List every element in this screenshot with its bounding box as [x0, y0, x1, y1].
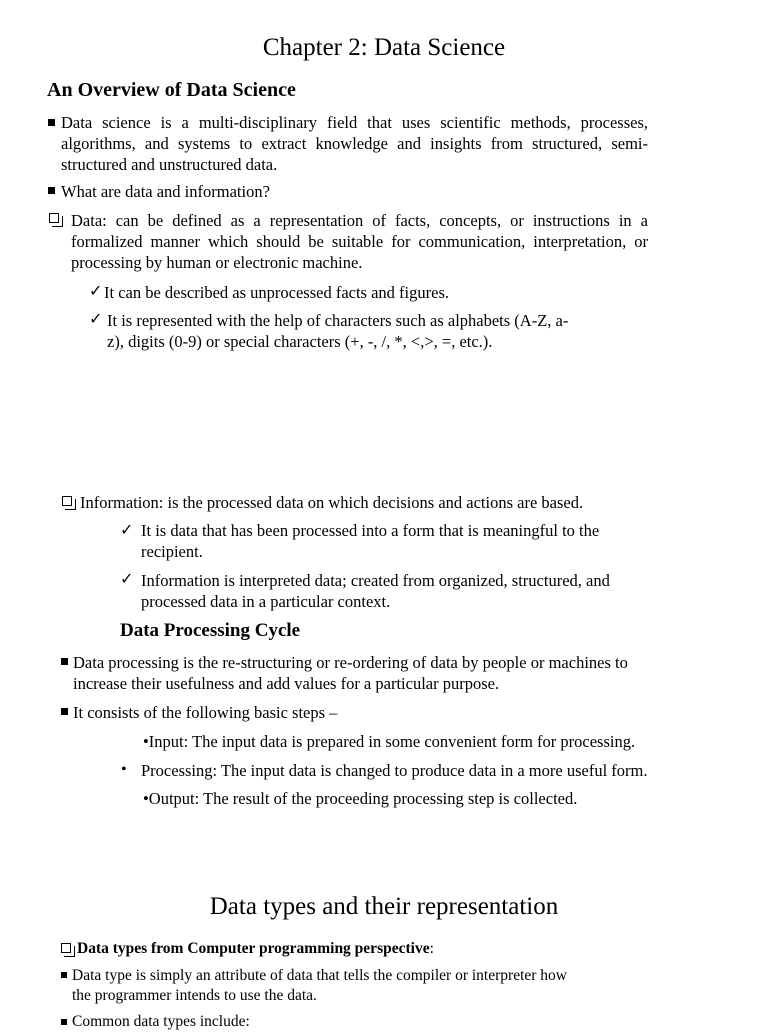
square-bullet-icon — [61, 658, 68, 665]
checkmark-icon: ✓ — [89, 283, 103, 300]
checkbox-bullet-icon — [49, 213, 59, 223]
bullet-text: Data science is a multi-disciplinary field that uses scientific methods, processes, algorithms, and systems to extract knowledge and insights from structured, semi-structured and unstructured data. — [61, 113, 648, 174]
paragraph-information-definition: Information: is the processed data on which decisions and actions are based. — [80, 493, 584, 512]
section-heading-processing-cycle: Data Processing Cycle — [120, 620, 301, 641]
checkbox-bullet-icon — [61, 943, 71, 953]
square-bullet-icon — [61, 1019, 67, 1025]
subheading-colon: : — [429, 940, 434, 957]
subheading-programming-perspective — [77, 940, 434, 958]
step-processing: Processing: The input data is changed to produce data in a more useful form. — [141, 761, 648, 780]
bullet-data-vs-information: What are data and information? — [61, 182, 270, 201]
checkmark-icon: ✓ — [120, 522, 134, 539]
check-item-characters-line1: It is represented with the help of characters such as alphabets (A-Z, a- — [107, 311, 569, 330]
step-output: •Output: The result of the proceeding processing step is collected. — [143, 789, 578, 808]
paragraph-processing-line2: increase their usefulness and add values for a particular purpose. — [73, 674, 500, 693]
checkmark-icon: ✓ — [89, 311, 103, 328]
step-input: •Input: The input data is prepared in some convenient form for processing. — [143, 732, 636, 751]
section-title-data-types: Data types and their representation — [209, 893, 559, 920]
bullet-basic-steps: It consists of the following basic steps – — [73, 703, 338, 722]
bullet-common-data-types: Common data types include: — [72, 1013, 250, 1030]
paragraph-processing-line1: Data processing is the re-structuring or re-ordering of data by people or machines to — [73, 653, 628, 672]
check-item-unprocessed: It can be described as unprocessed facts and figures. — [104, 283, 449, 302]
page-title: Chapter 2: Data Science — [262, 34, 506, 61]
check-item-interpreted-line2: processed data in a particular context. — [141, 592, 391, 611]
square-bullet-icon — [61, 708, 68, 715]
check-item-interpreted-line1: Information is interpreted data; created from organized, structured, and — [141, 571, 610, 590]
paragraph-data-type-line2: the programmer intends to use the data. — [72, 987, 317, 1004]
square-bullet-icon — [48, 187, 55, 194]
paragraph-data-type-line1: Data type is simply an attribute of data that tells the compiler or interpreter how — [72, 967, 567, 984]
check-item-meaningful-line2: recipient. — [141, 542, 203, 561]
checkbox-bullet-icon — [62, 496, 72, 506]
check-item-characters-line2: z), digits (0-9) or special characters (+, -, /, *, <,>, =, etc.). — [107, 332, 493, 351]
section-heading-overview: An Overview of Data Science — [47, 79, 296, 101]
square-bullet-icon — [48, 119, 55, 126]
subheading-bold-text: Data types from Computer programming perspective — [77, 940, 430, 957]
paragraph-data-definition: Data: can be defined as a representation of facts, concepts, or instructions in a formalized manner which should be suitable for communication, interpretation, or processing by human or electronic machine. — [71, 211, 648, 272]
square-bullet-icon — [61, 972, 67, 978]
check-item-meaningful-line1: It is data that has been processed into a form that is meaningful to the — [141, 521, 600, 540]
paragraph-data-science-definition — [61, 112, 648, 175]
bullet-dot-icon: • — [121, 761, 127, 778]
checkmark-icon: ✓ — [120, 571, 134, 588]
